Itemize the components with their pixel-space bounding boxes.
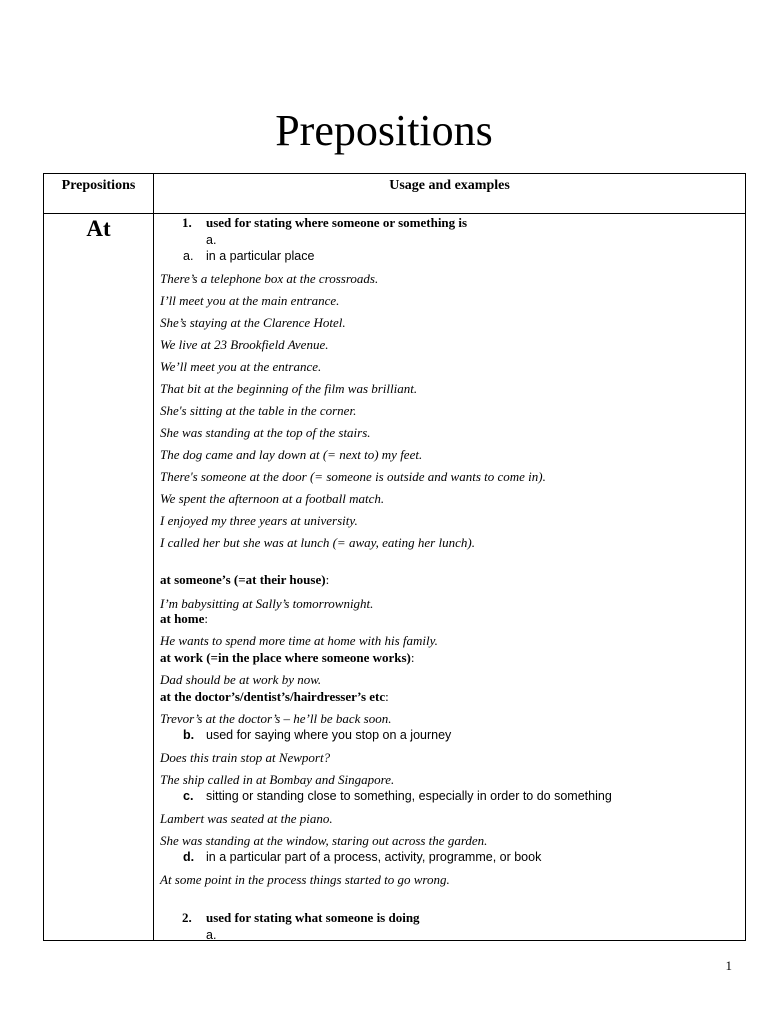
sub-letter: d.: [183, 850, 195, 864]
sub-letter: a.: [206, 928, 217, 942]
prepositions-table: [43, 173, 746, 941]
sub-heading: sitting or standing close to something, especially in order to do something: [206, 789, 612, 803]
phrase-heading: at the doctor’s/dentist’s/hairdresser’s etc:: [160, 689, 389, 704]
example-sentence: He wants to spend more time at home with his family.: [160, 633, 438, 648]
sub-heading: in a particular place: [206, 249, 315, 263]
page-number: 1: [725, 958, 732, 973]
example-sentence: I’ll meet you at the main entrance.: [160, 293, 340, 308]
header-usage: Usage and examples: [154, 174, 746, 214]
preposition-word: At: [44, 214, 154, 941]
example-sentence: Dad should be at work by now.: [160, 672, 322, 687]
page-title: Prepositions: [275, 106, 493, 155]
sense-heading: used for stating where someone or something is: [206, 215, 468, 230]
sense-number: 1.: [182, 215, 192, 230]
example-sentence: Does this train stop at Newport?: [160, 750, 331, 765]
phrase-heading: at work (=in the place where someone works):: [160, 650, 415, 665]
example-sentence: She was standing at the top of the stairs.: [160, 425, 371, 440]
table-header-row: [44, 174, 746, 214]
example-sentence: She was standing at the window, staring out across the garden.: [160, 833, 488, 848]
example-sentence: I enjoyed my three years at university.: [160, 513, 358, 528]
example-sentence: There's someone at the door (= someone is outside and wants to come in).: [160, 469, 546, 484]
example-sentence: Trevor’s at the doctor’s – he’ll be back soon.: [160, 711, 392, 726]
example-sentence: She's sitting at the table in the corner.: [160, 403, 357, 418]
sub-letter: a.: [206, 233, 217, 247]
example-sentence: The ship called in at Bombay and Singapore.: [160, 772, 395, 787]
example-sentence: We live at 23 Brookfield Avenue.: [160, 337, 329, 352]
header-prepositions: Prepositions: [44, 174, 154, 214]
sub-heading: in a particular part of a process, activity, programme, or book: [206, 850, 542, 864]
example-sentence: We spent the afternoon at a football match.: [160, 491, 385, 506]
phrase-heading: at home:: [160, 611, 209, 626]
example-sentence: At some point in the process things started to go wrong.: [160, 872, 450, 887]
usage-cell: [154, 214, 746, 941]
sub-letter: b.: [183, 728, 195, 742]
sense-heading: used for stating what someone is doing: [206, 910, 420, 925]
example-sentence: There’s a telephone box at the crossroads.: [160, 271, 379, 286]
example-sentence: I’m babysitting at Sally’s tomorrownight.: [160, 596, 374, 611]
example-sentence: We’ll meet you at the entrance.: [160, 359, 322, 374]
phrase-heading: at someone’s (=at their house):: [160, 572, 330, 587]
sub-letter: a.: [183, 249, 194, 263]
example-sentence: That bit at the beginning of the film was brilliant.: [160, 381, 418, 396]
table-row: [44, 214, 746, 941]
example-sentence: Lambert was seated at the piano.: [160, 811, 333, 826]
sub-heading: used for saying where you stop on a journey: [206, 728, 452, 742]
example-sentence: She’s staying at the Clarence Hotel.: [160, 315, 346, 330]
example-sentence: The dog came and lay down at (= next to) my feet.: [160, 447, 423, 462]
example-sentence: I called her but she was at lunch (= away, eating her lunch).: [160, 535, 475, 550]
sense-number: 2.: [182, 910, 192, 925]
sub-letter: c.: [183, 789, 194, 803]
